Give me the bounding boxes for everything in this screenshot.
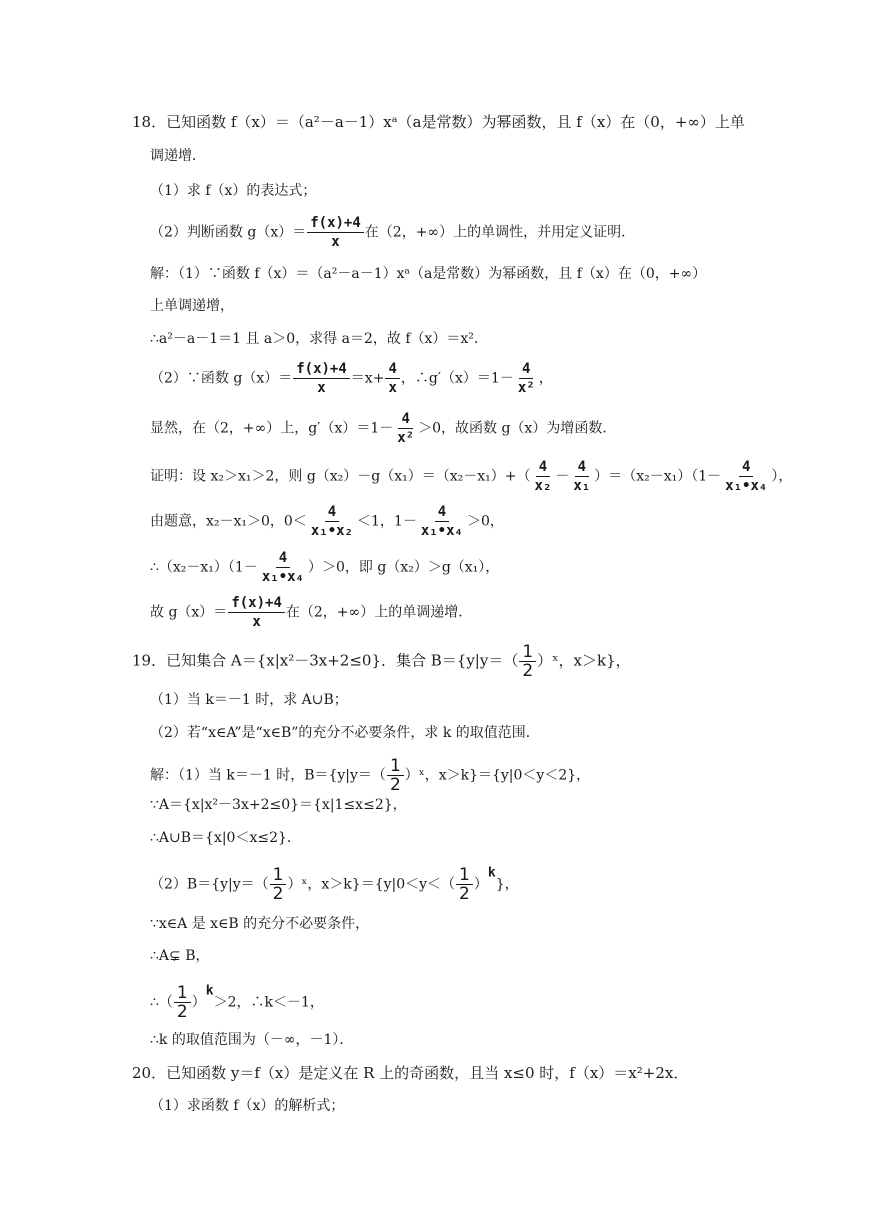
text: ， xyxy=(538,370,553,387)
text: 证明：设 x₂＞x₁＞2，则 g（x₂）－g（x₁）＝（x₂－x₁）+（ xyxy=(150,468,531,485)
numerator: 4 xyxy=(276,549,290,568)
text: 故 g（x）＝ xyxy=(150,604,228,621)
fraction xyxy=(394,410,417,447)
numerator: 4 xyxy=(385,360,399,379)
q18-solution-line4 xyxy=(150,360,553,397)
text: 显然，在（2，+∞）上，g′（x）＝1－ xyxy=(150,420,394,437)
denominator: 2 xyxy=(459,884,470,904)
text: ∴（x₂－x₁）（1－ xyxy=(150,559,258,576)
q18-solution-line1: 解：（1）∵函数 f（x）＝（a²－a－1）xᵃ（a是常数）为幂函数，且 f（x）在（0，+∞） xyxy=(150,266,707,282)
q18-proof-line1 xyxy=(150,458,792,495)
text: 在（2，+∞）上的单调性，并用定义证明． xyxy=(364,224,636,241)
fraction xyxy=(259,549,307,586)
denominator: x xyxy=(331,234,340,250)
numerator: 4 xyxy=(435,503,449,522)
text: ）＞0，即 g（x₂）＞g（x₁）， xyxy=(308,559,500,576)
denominator: x² xyxy=(517,380,535,396)
fraction xyxy=(308,503,356,540)
fraction xyxy=(532,458,555,495)
text: ＜1，1－ xyxy=(357,513,417,530)
denominator: 2 xyxy=(176,1002,188,1022)
numerator: 4 xyxy=(575,458,589,477)
text: （2）判断函数 g（x）＝ xyxy=(150,224,307,241)
text: ） xyxy=(191,994,206,1011)
text: ）， xyxy=(771,468,793,485)
q19-solution-line3: ∴A∪B＝{x|0＜x≤2}． xyxy=(150,830,301,846)
text: 19．已知集合 A＝{x|x²－3x+2≤0}．集合 B＝{y|y＝（ xyxy=(132,651,519,670)
numerator: 4 xyxy=(519,360,533,379)
numerator: 4 xyxy=(536,458,550,477)
text: ，∴g′（x）＝1－ xyxy=(400,370,514,387)
denominator: x₁•x₂ xyxy=(310,523,353,539)
numerator: f(x)+4 xyxy=(293,360,350,379)
text: ∴（ xyxy=(150,994,173,1011)
denominator: x₁•x₄ xyxy=(261,569,304,585)
text: 在（2，+∞）上的单调递增． xyxy=(285,604,473,621)
q19-solution-line4 xyxy=(150,866,519,903)
denominator: x² xyxy=(397,430,415,446)
denominator: 2 xyxy=(272,884,284,904)
text: ＝x+ xyxy=(350,370,385,387)
fraction-half xyxy=(174,984,191,1021)
fraction xyxy=(570,458,593,495)
fraction xyxy=(293,360,350,397)
denominator: x xyxy=(317,380,326,396)
q19-solution-line8: ∴k 的取值范围为（－∞，－1）． xyxy=(150,1032,354,1048)
numerator: 1 xyxy=(270,866,287,885)
text: － xyxy=(555,468,570,485)
fraction-half xyxy=(456,866,473,903)
text: ）＝（x₂－x₁）（1－ xyxy=(594,468,722,485)
denominator: x₂ xyxy=(534,478,552,494)
denominator: 2 xyxy=(389,775,401,795)
numerator: 1 xyxy=(519,643,536,662)
numerator: 4 xyxy=(325,503,339,522)
q19-solution-line2: ∵A＝{x|x²－3x+2≤0}＝{x|1≤x≤2}， xyxy=(150,797,407,813)
denominator: 2 xyxy=(522,661,534,681)
q19-stem xyxy=(132,643,631,680)
denominator: x xyxy=(388,380,397,396)
fraction xyxy=(418,503,466,540)
q18-solution-line3: ∴a²－a－1＝1 且 a＞0，求得 a＝2，故 f（x）＝x²． xyxy=(150,331,488,347)
q19-solution-line5: ∵x∈A 是 x∈B 的充分不必要条件， xyxy=(150,916,370,932)
q19-solution-line7 xyxy=(150,984,324,1021)
fraction xyxy=(722,458,770,495)
text: ＞0， xyxy=(466,513,504,530)
q18-part2 xyxy=(150,214,635,251)
numerator: f(x)+4 xyxy=(307,214,364,233)
text: ）ˣ，x＞k}＝{y|0＜y＜2}， xyxy=(404,767,591,784)
numerator: 1 xyxy=(387,757,404,776)
fraction xyxy=(307,214,364,251)
text: ）ˣ，x＞k}＝{y|0＜y＜（ xyxy=(287,876,456,893)
text: }， xyxy=(495,876,519,893)
q18-stem-line2: 调递增． xyxy=(150,148,206,164)
exponent-k: k xyxy=(205,983,214,999)
q18-solution-line2: 上单调递增， xyxy=(150,298,234,314)
text: ）ˣ，x＞k}， xyxy=(537,651,631,670)
numerator: 1 xyxy=(174,984,191,1003)
q18-part1: （1）求 f（x）的表达式； xyxy=(150,183,317,199)
text: （2）∵函数 g（x）＝ xyxy=(150,370,293,387)
fraction xyxy=(515,360,538,397)
q20-stem: 20．已知函数 y＝f（x）是定义在 R 上的奇函数，且当 x≤0 时，f（x）＝x²+2x． xyxy=(132,1064,689,1082)
text: 解：（1）当 k＝－1 时，B＝{y|y＝（ xyxy=(150,767,386,784)
text: 由题意，x₂－x₁＞0，0＜ xyxy=(150,513,307,530)
q18-stem-line1: 18．已知函数 f（x）＝（a²－a－1）xᵃ（a是常数）为幂函数，且 f（x）在（0，+∞）上单 xyxy=(132,113,745,131)
q20-part1: （1）求函数 f（x）的解析式； xyxy=(150,1098,345,1114)
q18-proof-line2 xyxy=(150,503,504,540)
denominator: x₁•x₄ xyxy=(725,478,768,494)
text: ） xyxy=(473,876,488,893)
q19-part2: （2）若“x∈A”是“x∈B”的充分不必要条件，求 k 的取值范围． xyxy=(150,725,540,741)
q19-solution-line1 xyxy=(150,757,590,794)
numerator: f(x)+4 xyxy=(228,594,285,613)
numerator: 4 xyxy=(398,410,412,429)
denominator: x₁ xyxy=(573,478,591,494)
fraction-half xyxy=(270,866,287,903)
fraction-half xyxy=(387,757,404,794)
q18-solution-line5 xyxy=(150,410,616,447)
fraction-half xyxy=(519,643,536,680)
q18-proof-line4 xyxy=(150,594,472,631)
fraction xyxy=(385,360,399,397)
text: ＞0，故函数 g（x）为增函数． xyxy=(418,420,617,437)
denominator: x xyxy=(252,614,261,630)
exponent-k: k xyxy=(487,865,496,881)
numerator: 1 xyxy=(456,866,473,885)
denominator: x₁•x₄ xyxy=(420,523,463,539)
q19-part1: （1）当 k＝－1 时，求 A∪B； xyxy=(150,692,348,708)
q19-solution-line6: ∴A⊊ B， xyxy=(150,948,210,964)
fraction xyxy=(228,594,285,631)
text: （2）B＝{y|y＝（ xyxy=(150,876,269,893)
numerator: 4 xyxy=(739,458,753,477)
q18-proof-line3 xyxy=(150,549,499,586)
text: ＞2，∴k＜－1， xyxy=(213,994,324,1011)
